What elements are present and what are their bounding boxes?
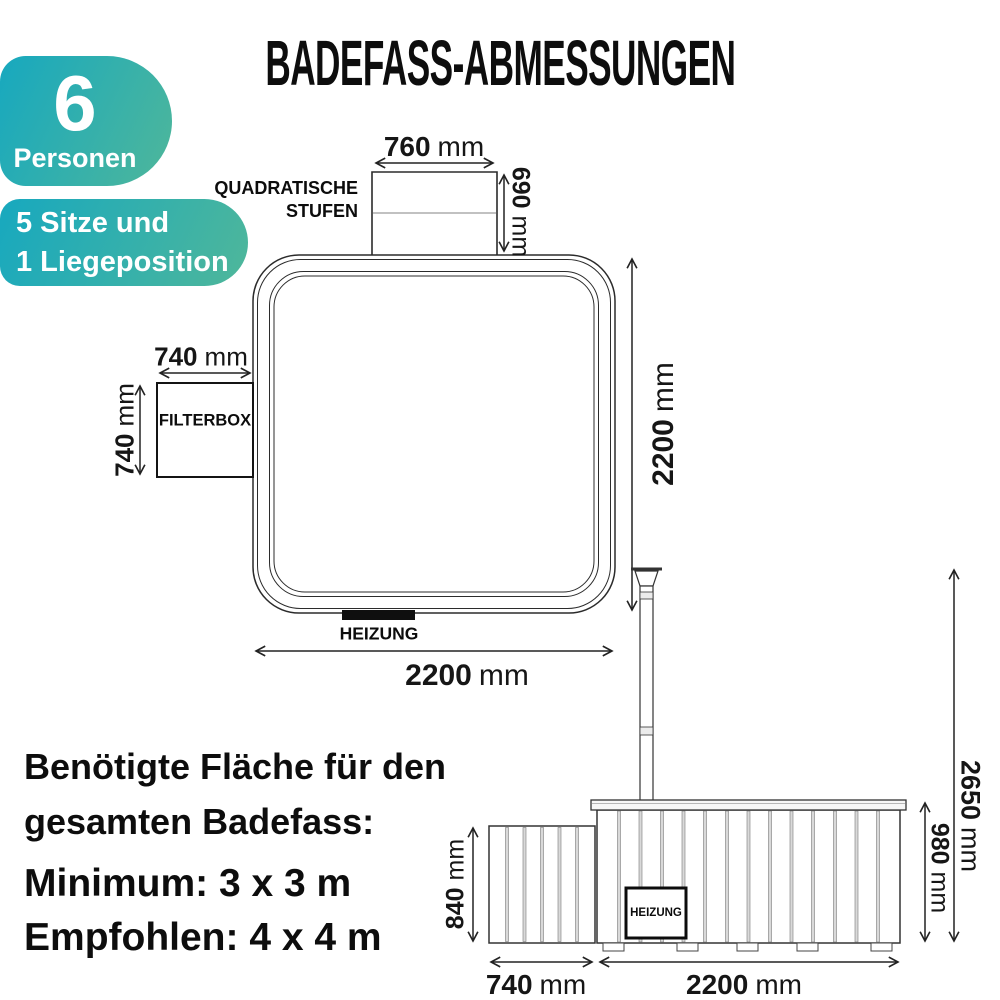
- heater-label-top: HEIZUNG: [339, 623, 419, 644]
- footer-minimum: Minimum: 3 x 3 m: [24, 862, 352, 905]
- steps-label-line1: QUADRATISCHE: [214, 178, 358, 198]
- heater-label-side: HEIZUNG: [630, 907, 682, 919]
- filterbox-label: FILTERBOX: [158, 411, 252, 430]
- page-title-text: BADEFASS-ABMESSUNGEN: [264, 27, 736, 99]
- dim-tub-width: 2200 mm: [405, 659, 529, 692]
- footer-recommended: Empfohlen: 4 x 4 m: [24, 916, 382, 959]
- steps-label: [214, 177, 358, 223]
- seats-badge: [0, 199, 248, 286]
- tub-outline-outer: [253, 255, 615, 613]
- seats-line2: 1 Liegeposition: [16, 245, 229, 278]
- side-view-diagram: [473, 569, 954, 962]
- footer-area-line1: Benötigte Fläche für den: [24, 746, 447, 787]
- tub-feet: [603, 943, 892, 951]
- dim-side-body-height: 980mm: [925, 822, 954, 914]
- dim-filterbox-width: 740 mm: [154, 341, 248, 372]
- seats-line1: 5 Sitze und: [16, 207, 170, 240]
- steps-outline: [372, 172, 497, 256]
- tub-lid: [591, 800, 906, 810]
- dim-side-tub-width: 2200 mm: [686, 969, 802, 1000]
- chimney-pipe: [640, 586, 653, 801]
- persons-count: 6: [53, 59, 97, 148]
- dim-filterbox-height: 740mm: [109, 383, 140, 477]
- footer-area-line2: gesamten Badefass:: [24, 801, 375, 842]
- chimney-band-lower: [640, 727, 653, 735]
- chimney-band-upper: [640, 592, 653, 599]
- heater-bar: [342, 610, 415, 620]
- dim-side-total-height: 2650mm: [955, 759, 986, 873]
- dim-steps-width: 760 mm: [383, 131, 485, 162]
- chimney-cap: [635, 571, 658, 586]
- dim-steps-depth: 690mm: [506, 166, 535, 258]
- dim-side-box-height: 840mm: [441, 838, 470, 930]
- dim-tub-height: 2200mm: [647, 362, 680, 486]
- persons-badge: [0, 56, 172, 186]
- steps-label-line2: STUFEN: [286, 201, 358, 222]
- dim-side-box-width: 740 mm: [485, 969, 587, 1000]
- persons-label: Personen: [13, 142, 137, 173]
